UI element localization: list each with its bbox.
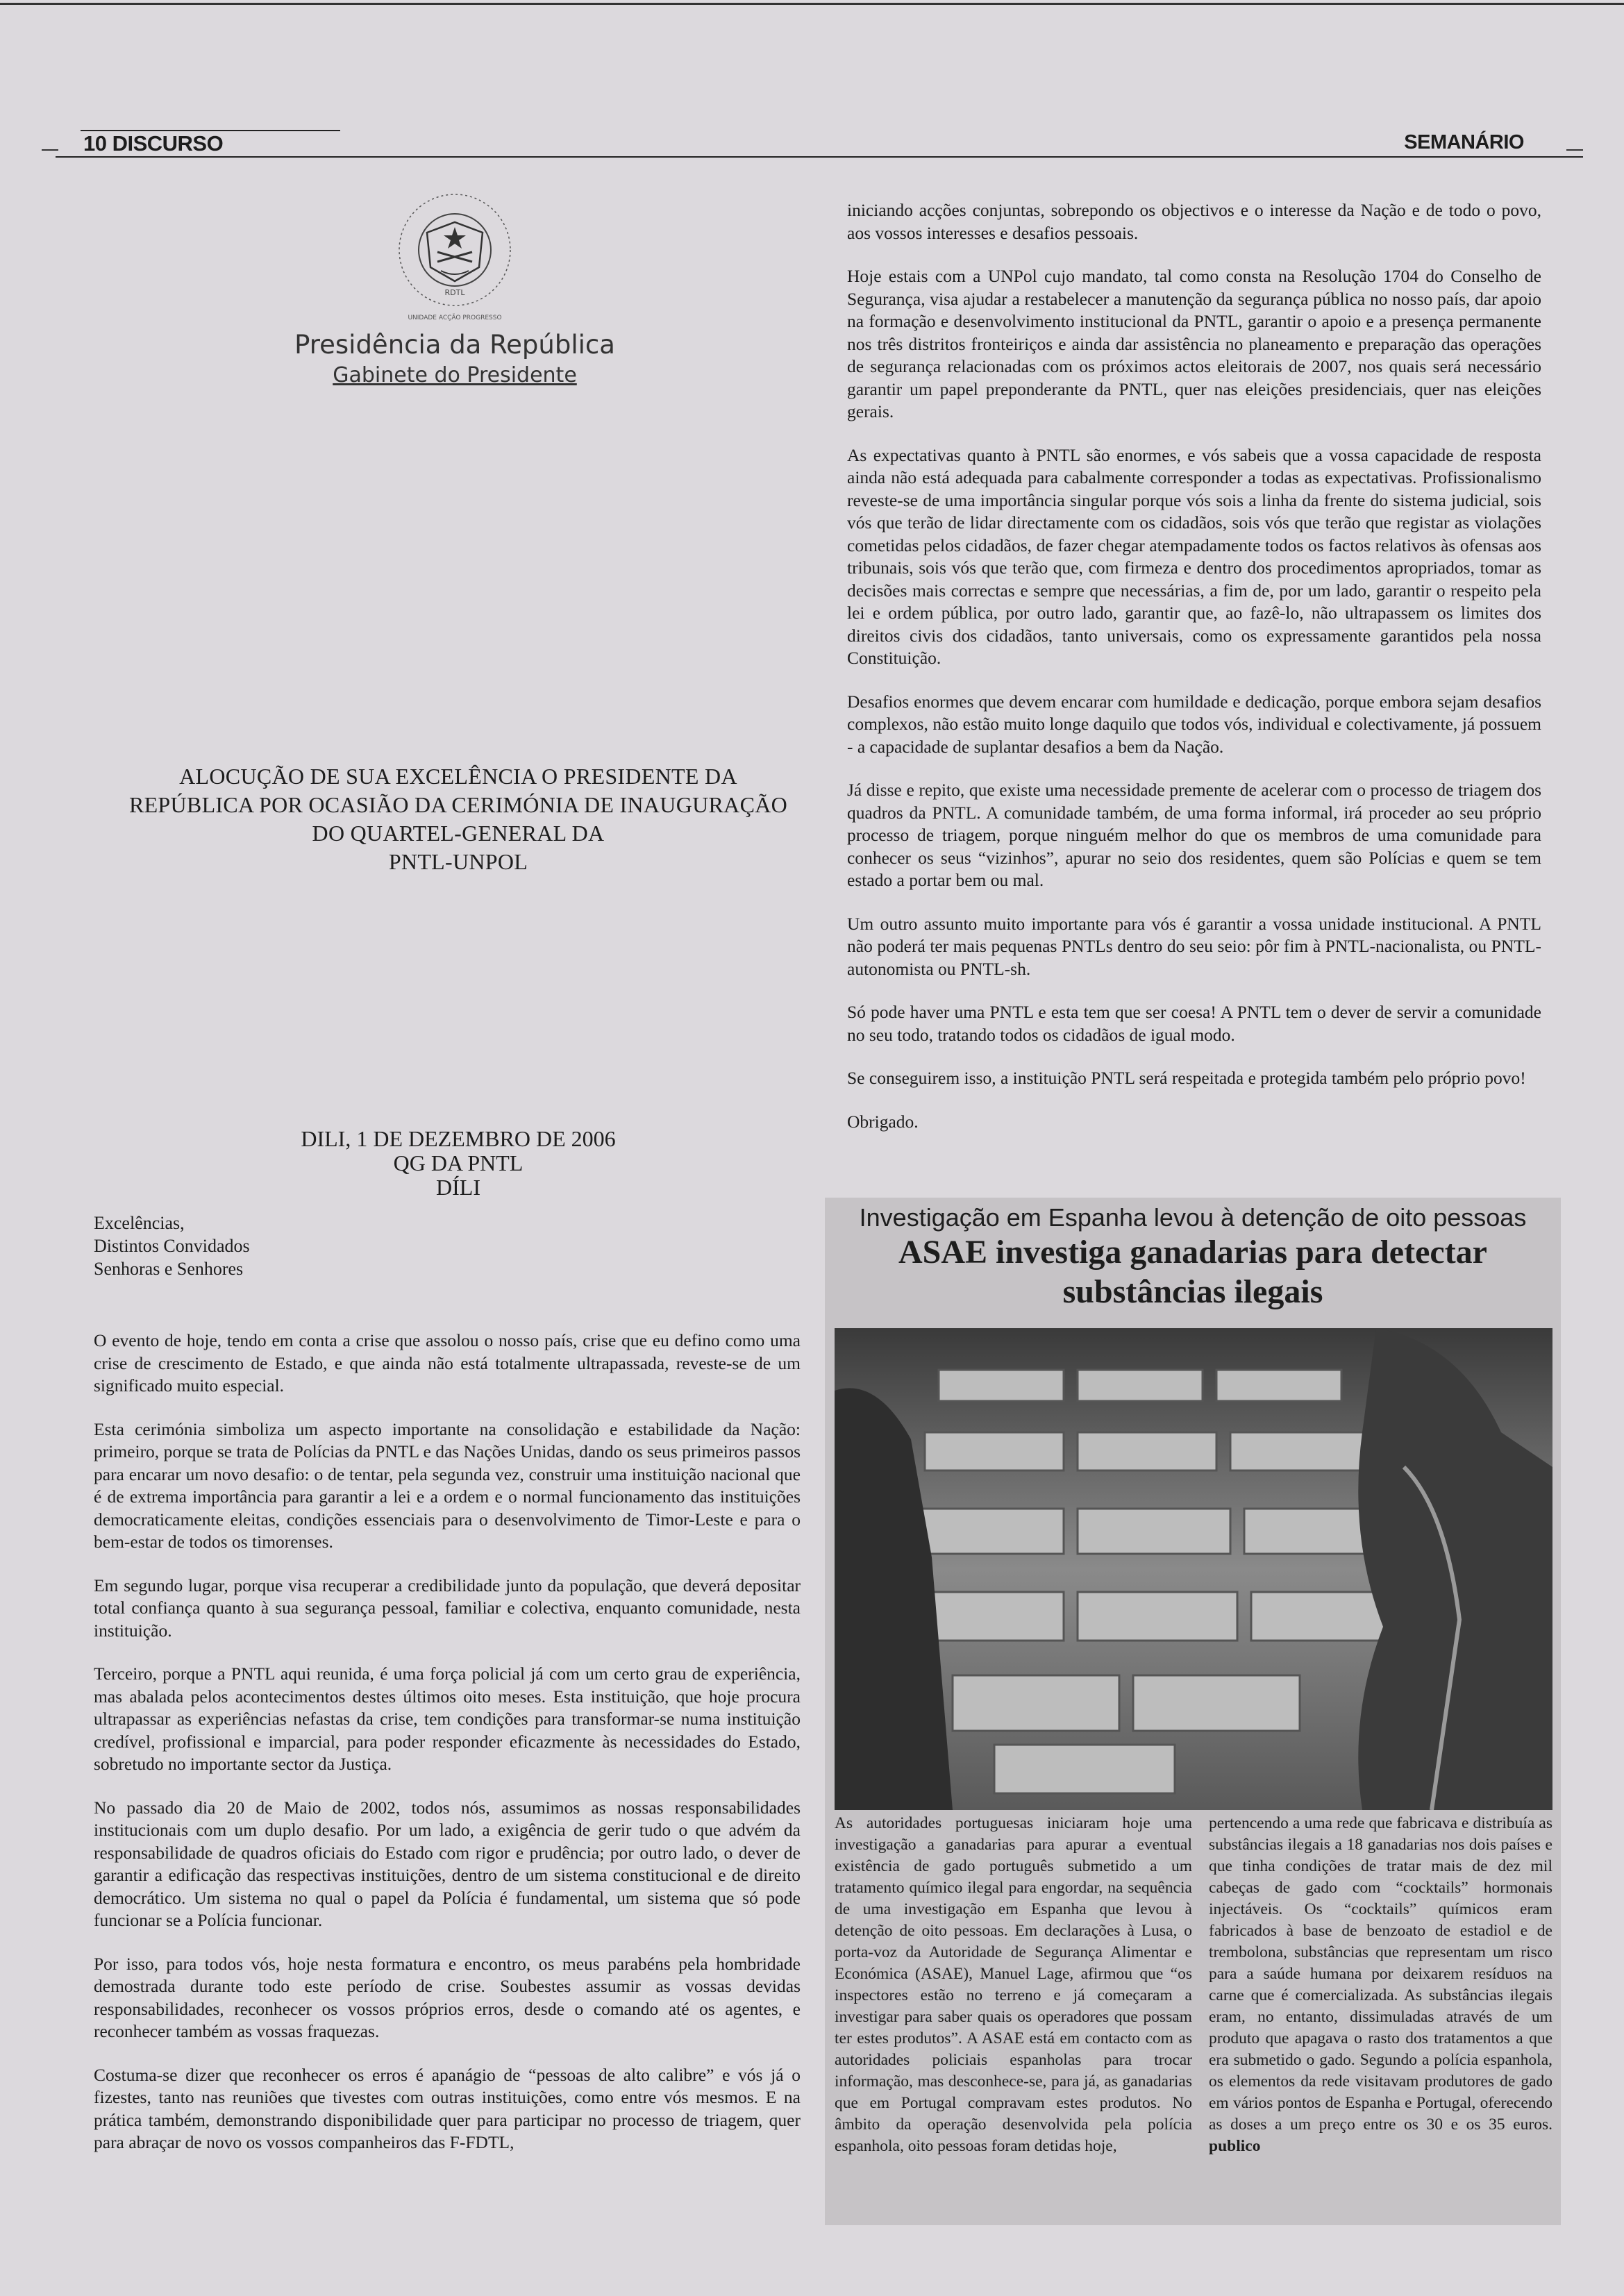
speech-paragraph: Já disse e repito, que existe uma necessidade premente de acelerar com o processo de triagem dos quadros da PNTL. A comunidade também, de uma forma informal, irá proceder ao seu próprio processo de triagem, porque ninguém melhor do que os membros de uma comunidade para conhecer os seus “vizinhos”, apurar no seio dos residentes, quem são Polícias e quem se tem estado a portar bem ou mal. [847, 780, 1541, 890]
salutation [94, 1212, 250, 1280]
article-text: As autoridades portuguesas iniciaram hoje uma investigação a ganadarias para apurar a eventual existência de gado português submetido a um tratamento químico ilegal para engordar, na sequência de uma investigação em Espanha que levou à detenção de oito pessoas. Em declarações à Lusa, o porta-voz da Autoridade de Segurança Alimentar e Económica (ASAE), Manuel Lage, afirmou que “os inspectores estão no terreno e já começaram a investigar para saber quais os operadores que possam ter estes produtos”. A ASAE está em contacto com as autoridades policiais espanholas para trocar informação, mas desconhece-se, para já, as ganadarias que em Portugal compravam estes produtos. No âmbito da operação desenvolvida pela polícia espanhola, oito pessoas foram detidas hoje, [835, 1814, 1192, 2155]
presidency-subtitle-text: Gabinete do Presidente [333, 363, 577, 387]
headline-line: ASAE investiga ganadarias para detectar [898, 1234, 1487, 1271]
dateline-line: DÍLI [436, 1175, 480, 1200]
dateline-line: QG DA PNTL [393, 1150, 524, 1175]
section-label: 10 DISCURSO [83, 131, 224, 156]
speech-paragraph: Só pode haver uma PNTL e esta tem que ser coesa! A PNTL tem o dever de servir a comunidade no seu todo, tratando todos os cidadãos de igual modo. [847, 1002, 1541, 1045]
speech-paragraph: Costuma-se dizer que reconhecer os erros é apanágio de “pessoas de alto calibre” e vós já o fizestes, tanto nas reuniões que tivestes com outras instituições, como entre vós mesmos. E na prática também, demonstrando disponibilidade quer para participar no processo de triagem, quer para abraçar de novo os vossos companheiros das F-FDTL, [94, 2064, 801, 2152]
article-column-2 [1209, 1813, 1552, 2157]
speech-closing: Obrigado. [847, 1111, 919, 1132]
speech-paragraph: Esta cerimónia simboliza um aspecto importante na consolidação e estabilidade da Nação: primeiro, porque se trata de Polícias da PNTL e das Nações Unidas, dando os seus primeiros passos para encarar um novo desafio: o de tentar, pela segunda vez, construir uma instituição nacional que é de extrema importância para garantir a lei e a ordem e o normal funcionamento das instituições democraticamente eleitas, condições essenciais para o desenvolvimento de Timor-Leste e para o bem-estar de todos os timorenses. [94, 1418, 801, 1552]
speech-paragraph: iniciando acções conjuntas, sobrepondo os objectivos e o interesse da Nação e de todo o povo, aos vossos interesses e desafios pessoais. [847, 200, 1541, 243]
speech-title [83, 762, 833, 876]
news-article-box [825, 1198, 1561, 2225]
salutation-line: Excelências, [94, 1213, 185, 1233]
speech-column-right [847, 199, 1541, 1154]
page-header [42, 128, 1583, 160]
speech-title-line: PNTL-UNPOL [388, 849, 528, 874]
presidency-title: Presidência da República [294, 330, 615, 360]
headline-line: substâncias ilegais [1062, 1273, 1323, 1310]
speech-paragraph: Terceiro, porque a PNTL aqui reunida, é uma força policial já com um certo grau de experiência, mas abalada pelos acontecimentos destes últimos oito meses. Esta instituição, que hoje procura ultrapassar as experiências nefastas da crise, tem condições para transformar-se numa instituição credível, profissional e imparcial, para poder responder eficazmente às necessidades do Estado, sobretudo no importante sector da Justiça. [94, 1664, 801, 1774]
salutation-line: Senhoras e Senhores [94, 1259, 244, 1279]
speech-paragraph: As expectativas quanto à PNTL são enormes, e vós sabeis que a vossa capacidade de resposta ainda não está adequada para cabalmente corresponder a todas as expectativas. Profissionalismo reveste-se de uma importância singular porque vós sois a linha da frente do sistema judicial, sois vós que terão de lidar directamente com os cidadãos, sois vós que terão que registar as violações cometidas pelos cidadãos, de fazer chegar atempadamente todos os factos relativos às ofensas aos tribunais, sois vós que terão que, com firmeza e dentro dos procedimentos apropriados, tomar as decisões mais correctas e sempre que necessárias, a fim de, por um lado, garantir o respeito pela lei e ordem pública, por outro lado, garantir que, ao fazê-lo, não ultrapassem os limites dos direitos civis dos cidadãos, tanto universais, como os expressamente garantidos pela nossa Constituição. [847, 444, 1541, 668]
speech-paragraph: Um outro assunto muito importante para vós é garantir a vossa unidade institucional. A PNTL não poderá ter mais pequenas PNTLs dentro do seu seio: pôr fim à PNTL-nacionalista, ou PNTL-autonomista ou PNTL-sh. [847, 913, 1541, 979]
header-rule [56, 156, 1583, 158]
speech-title-line: REPÚBLICA POR OCASIÃO DA CERIMÓNIA DE INAUGURAÇÃO [128, 792, 788, 817]
speech-paragraph: O evento de hoje, tendo em conta a crise que assolou o nosso país, crise que eu defino como uma crise de crescimento de Estado, e que ainda não está totalmente ultrapassada, reveste-se de um significado muito especial. [94, 1330, 801, 1396]
presidency-subtitle [271, 363, 639, 387]
speech-paragraph: Desafios enormes que devem encarar com humildade e dedicação, porque embora sejam desafios complexos, não estão muito longe daquilo que todos vós, individual e colectivamente, já possuem - a capacidade de suplantar desafios a bem da Nação. [847, 691, 1541, 757]
speech-paragraph: Por isso, para todos vós, hoje nesta formatura e encontro, os meus parabéns pela hombridade demostrada durante todo este período de crise. Soubestes assumir as vossas devidas responsabilidades, reconhecer os vossos próprios erros, desde o comando até os agentes, e reconhecer também as vossas fraquezas. [94, 1953, 801, 2041]
salutation-line: Distintos Convidados [94, 1236, 250, 1256]
speech-paragraph: Hoje estais com a UNPol cujo mandato, tal como consta na Resolução 1704 do Conselho de Segurança, visa ajudar a restabelecer a manutenção da segurança pública no nosso país, dar apoio na formação e desenvolvimento institucional da PNTL, garantir o apoio e a presença permanente nos três distritos fronteiriços e ainda dar assistência no planeamento e preparação das operações de segurança relacionadas com os próximos actos eleitorais de 2007, nos quais será necessário garantir um papel preponderante da PNTL, quer nas eleições presidenciais, quer nas eleições gerais. [847, 266, 1541, 421]
article-text-body: pertencendo a uma rede que fabricava e distribuía as substâncias ilegais a 18 ganadarias nos dois países e que tinha condições de tratar mais de dez mil cabeças de gado com “cocktails” hormonais injectáveis. Os “cocktails” químicos eram fabricados à base de benzoato de estadiol e de trembolona, substâncias que representam um risco para a saúde humana por deixarem resíduos na carne que é comercializada. As substâncias ilegais eram, no entanto, dissimuladas através de um produto que apagava o rasto dos tratamentos a que era submetido o gado. Segundo a polícia espanhola, os elementos da rede visitavam produtores de gado em vários pontos de Espanha e Portugal, oferecendo as doses a um preço entre os 30 e os 35 euros. [1209, 1814, 1552, 2134]
speech-title-line: DO QUARTEL-GENERAL DA [312, 821, 605, 846]
speech-column-left [94, 1330, 801, 2175]
speech-paragraph: Em segundo lugar, porque visa recuperar a credibilidade junto da população, que deverá depositar total confiança quanto à sua segurança pessoal, familiar e colectiva, enquanto comunidade, nesta instituição. [94, 1575, 801, 1641]
article-text [1209, 1813, 1552, 2157]
article-source: publico [1209, 2137, 1261, 2155]
seal-motto: UNIDADE ACÇÃO PROGRESSO [408, 315, 502, 321]
market-stall-photo [835, 1328, 1552, 1810]
svg-text:RDTL: RDTL [444, 288, 465, 297]
speech-title-line: ALOCUÇÃO DE SUA EXCELÊNCIA O PRESIDENTE DA [179, 764, 737, 789]
article-kicker: Investigação em Espanha levou à detenção de oito pessoas [859, 1203, 1527, 1232]
margin-dash-left [42, 149, 58, 151]
presidency-seal-icon [375, 184, 535, 330]
dateline-line: DILI, 1 DE DEZEMBRO DE 2006 [301, 1126, 616, 1151]
article-headline [825, 1232, 1561, 1312]
article-column-1 [835, 1813, 1192, 2157]
speech-paragraph: Se conseguirem isso, a instituição PNTL será respeitada e protegida também pelo próprio povo! [847, 1068, 1526, 1088]
speech-paragraph: No passado dia 20 de Maio de 2002, todos nós, assumimos as nossas responsabilidades institucionais com um duplo desafio. Por um lado, a exigência de gerir tudo o que advém da responsabilidade de quadros oficiais do Estado com rigor e prudência; por outro lado, o dever de garantir a edificação das respectivas instituições, dentro de um sistema constitucional e de direito democrático. Um sistema no qual o papel da Polícia é fundamental, um sistema que só pode funcionar se a Polícia funcionar. [94, 1797, 801, 1930]
publication-name: SEMANÁRIO [1404, 131, 1524, 153]
dateline [264, 1127, 653, 1200]
top-rule [0, 3, 1624, 5]
margin-dash-right [1566, 149, 1583, 151]
